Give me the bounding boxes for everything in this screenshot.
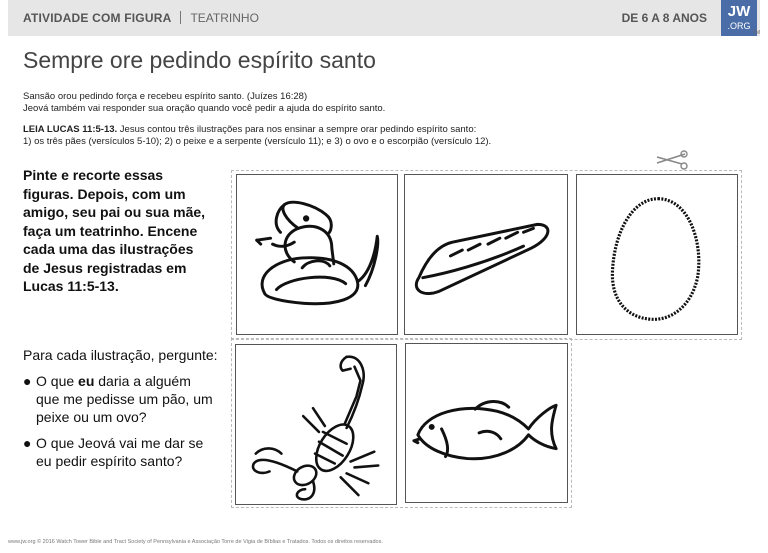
header-bar <box>8 0 760 36</box>
fish-icon <box>406 344 567 502</box>
logo-line2: .ORG <box>727 21 751 31</box>
bread-icon <box>405 175 567 334</box>
reading-text <box>23 124 491 148</box>
questions-intro: Para cada ilustração, pergunte: <box>23 347 218 363</box>
scissors-icon <box>655 149 689 171</box>
card-fish[interactable] <box>405 343 568 503</box>
logo-line1: JW <box>727 3 751 20</box>
header-separator <box>180 11 181 24</box>
card-snake[interactable] <box>236 174 398 335</box>
reading-text1: Jesus contou três ilustrações para nos ensinar a sempre orar pedindo espírito santo: <box>117 124 477 135</box>
intro-line1: Sansão orou pedindo força e recebeu espírito santo. (Juízes 16:28) <box>23 91 308 102</box>
reading-label: LEIA LUCAS 11:5-13. <box>23 124 118 135</box>
bullet: ● <box>23 373 32 389</box>
jw-logo[interactable] <box>721 0 757 36</box>
question-item: ● O que Jeová vai me dar se eu pedir espírito santo? <box>23 435 204 469</box>
activity-instructions: Pinte e recorte essas figuras. Depois, com um amigo, seu pai ou sua mãe, faça um teatrinho. Encene cada uma das ilustrações de Jesus registradas em Lucas 11:5-13. <box>23 167 206 294</box>
question-item: ● O que eu daria a alguém que me pedisse um pão, um peixe ou um ovo? <box>23 373 213 425</box>
logo-trademark: TM <box>752 30 760 36</box>
bullet: ● <box>23 435 32 451</box>
reading-text2: 1) os três pães (versículos 5-10); 2) o peixe e a serpente (versículo 11); e 3) o ovo e o escorpião (versículo 12). <box>23 136 492 147</box>
questions-section <box>23 346 218 478</box>
card-scorpion[interactable] <box>235 344 397 505</box>
card-bread[interactable] <box>404 174 568 335</box>
scorpion-icon <box>236 345 396 504</box>
intro-line2: Jeová também vai responder sua oração quando você pedir a ajuda do espírito santo. <box>23 103 386 114</box>
question-emphasis: eu <box>78 373 95 389</box>
age-range: DE 6 A 8 ANOS <box>621 11 707 25</box>
header-breadcrumb <box>23 11 259 25</box>
header-subcategory: TEATRINHO <box>190 11 259 25</box>
header-category: ATIVIDADE COM FIGURA <box>23 11 172 25</box>
snake-icon <box>237 175 397 334</box>
page-title: Sempre ore pedindo espírito santo <box>23 47 376 73</box>
questions-list <box>23 372 218 470</box>
card-egg[interactable] <box>576 174 738 335</box>
egg-icon <box>577 175 737 334</box>
copyright-footer: www.jw.org © 2016 Watch Tower Bible and Tract Society of Pennsylvania e Associação Torre de Vigia de Bíblias e Tratados. Todos os direitos reservados. <box>8 539 383 545</box>
intro-text <box>23 91 385 115</box>
